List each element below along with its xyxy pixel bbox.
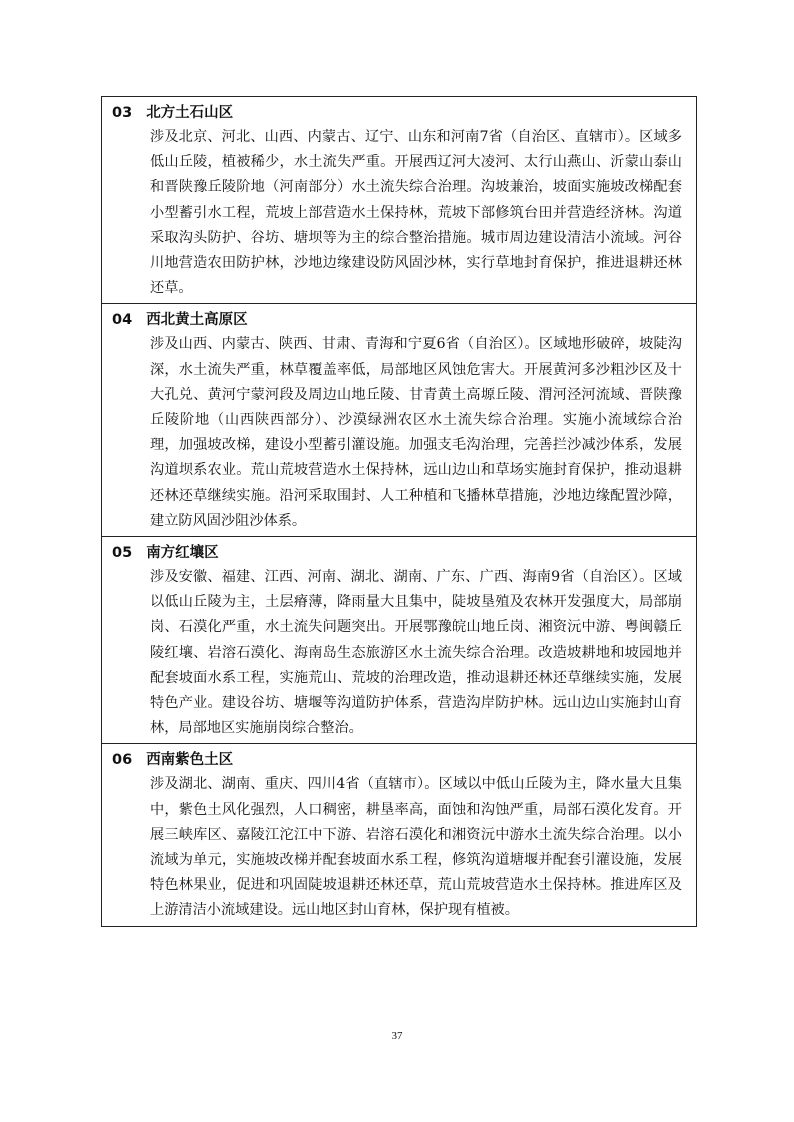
- section-heading: [112, 103, 682, 125]
- section-04: [102, 303, 696, 536]
- section-body: 涉及湖北、湖南、重庆、四川4省（直辖市）。区域以中低山丘陵为主，降水量大且集中，紫色土风化强烈，人口稠密，耕垦率高，面蚀和沟蚀严重，局部石漠化发育。开展三峡库区、嘉陵江沱江中下游、岩溶石漠化和湘资沅中游水土流失综合治理。以小流域为单元，实施坡改梯并配套坡面水系工程，修筑沟道塘堰并配套引灌设施，发展特色林果业，促进和巩固陡坡退耕还林还草，荒山荒坡营造水土保持林。推进库区及上游清洁小流域建设。远山地区封山育林，保护现有植被。: [150, 776, 682, 919]
- section-title: 南方红壤区: [146, 545, 219, 562]
- section-heading: [112, 543, 682, 565]
- section-title: 西北黄土高原区: [146, 312, 248, 329]
- section-number: 03: [112, 105, 133, 121]
- section-number: 05: [112, 545, 133, 562]
- section-03: [102, 97, 696, 303]
- section-body: 涉及北京、河北、山西、内蒙古、辽宁、山东和河南7省（自治区、直辖市）。区域多低山丘陵，植被稀少，水土流失严重。开展西辽河大凌河、太行山燕山、沂蒙山泰山和晋陕豫丘陵阶地（河南部分）水土流失综合治理。沟坡兼治，坡面实施坡改梯配套小型蓄引水工程，荒坡上部营造水土保持林，荒坡下部修筑台田并营造经济林。沟道采取沟头防护、谷坊、塘坝等为主的综合整治措施。城市周边建设清洁小流域。河谷川地营造农田防护林，沙地边缘建设防风固沙林，实行草地封育保护，推进退耕还林还草。: [150, 129, 682, 297]
- page-number: 37: [391, 1030, 403, 1042]
- section-body: 涉及安徽、福建、江西、河南、湖北、湖南、广东、广西、海南9省（自治区）。区域以低山丘陵为主，土层瘠薄，降雨量大且集中，陡坡垦殖及农林开发强度大，局部崩岗、石漠化严重，水土流失问题突出。开展鄂豫皖山地丘岗、湘资沅中游、粤闽赣丘陵红壤、岩溶石漠化、海南岛生态旅游区水土流失综合治理。改造坡耕地和坡园地并配套坡面水系工程，实施荒山、荒坡的治理改造，推动退耕还林还草继续实施，发展特色产业。建设谷坊、塘堰等沟道防护体系，营造沟岸防护林。远山边山实施封山育林，局部地区实施崩岗综合整治。: [150, 569, 682, 737]
- section-06: [102, 743, 696, 925]
- section-heading: [112, 750, 682, 772]
- section-body: 涉及山西、内蒙古、陕西、甘肃、青海和宁夏6省（自治区）。区域地形破碎，坡陡沟深，水土流失严重，林草覆盖率低，局部地区风蚀危害大。开展黄河多沙粗沙区及十大孔兑、黄河宁蒙河段及周边山地丘陵、甘青黄土高塬丘陵、渭河泾河流域、晋陕豫丘陵阶地（山西陕西部分）、沙漠绿洲农区水土流失综合治理。实施小流域综合治理，加强坡改梯，建设小型蓄引灌设施。加强支毛沟治理，完善拦沙减沙体系，发展沟道坝系农业。荒山荒坡营造水土保持林，远山边山和草场实施封育保护，推动退耕还林还草继续实施。沿河采取围封、人工种植和飞播林草措施，沙地边缘配置沙障，建立防风固沙阻沙体系。: [150, 336, 682, 529]
- section-05: [102, 536, 696, 743]
- section-number: 06: [112, 752, 133, 769]
- section-heading: [112, 310, 682, 332]
- section-title: 北方土石山区: [146, 105, 234, 121]
- section-title: 西南紫色土区: [146, 752, 234, 769]
- section-number: 04: [112, 312, 133, 329]
- zoning-table: [101, 96, 697, 927]
